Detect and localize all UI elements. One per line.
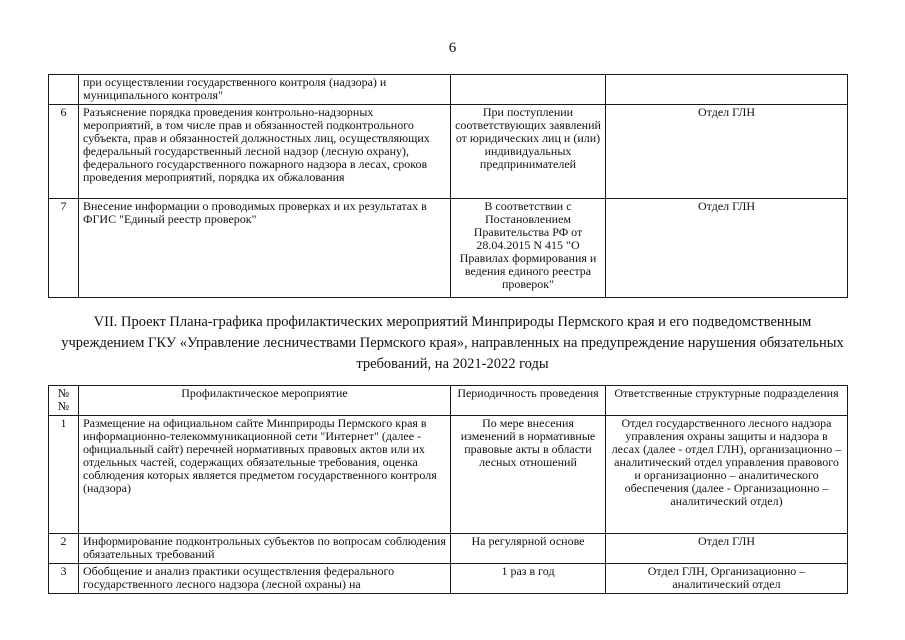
measure-cell: при осуществлении государственного контроля (надзора) и муниципального контроля" [79, 75, 451, 105]
period-cell: На регулярной основе [451, 534, 606, 564]
row-number: 6 [49, 105, 79, 199]
row-number: 7 [49, 199, 79, 298]
row-number [49, 75, 79, 105]
table-row [49, 105, 848, 199]
header-period: Периодичность проведения [451, 386, 606, 416]
row-number: 1 [49, 416, 79, 534]
responsible-cell: Отдел ГЛН, Организационно – аналитический отдел [606, 564, 848, 594]
table-row [49, 199, 848, 298]
row-number: 3 [49, 564, 79, 594]
page-number: 6 [448, 40, 457, 56]
period-cell: При поступлении соответствующих заявлений от юридических лиц и (или) индивидуальных предпринимателей [451, 105, 606, 199]
responsible-cell: Отдел ГЛН [606, 199, 848, 298]
table-row [49, 416, 848, 534]
table-row [49, 564, 848, 594]
prevention-plan-table [48, 385, 848, 594]
header-number: № № [49, 386, 79, 416]
section-title: VII. Проект Плана-графика профилактических мероприятий Минприроды Пермского края и его подведомственным учреждением ГКУ «Управление лесничествами Пермского края», направленных на предупреждение нарушения обязательных требований, на 2021-2022 годы [61, 314, 844, 372]
row-number: 2 [49, 534, 79, 564]
header-measure: Профилактическое мероприятие [79, 386, 451, 416]
responsible-cell: Отдел ГЛН [606, 534, 848, 564]
table-header-row [49, 386, 848, 416]
header-responsible: Ответственные структурные подразделения [606, 386, 848, 416]
table-row [49, 75, 848, 105]
period-cell [451, 75, 606, 105]
responsible-cell: Отдел государственного лесного надзора управления охраны защиты и надзора в лесах (далее - отдел ГЛН), организационно – аналитический отдел управления правового и организационно – аналитического обеспечения (далее - Организационно – аналитический отдел) [606, 416, 848, 534]
responsible-cell: Отдел ГЛН [606, 105, 848, 199]
period-cell: 1 раз в год [451, 564, 606, 594]
measure-cell: Разъяснение порядка проведения контрольно-надзорных мероприятий, в том числе прав и обязанностей подконтрольного субъекта, прав и обязанностей должностных лиц, осуществляющих федеральный государственный лесной надзор (лесную охрану), федерального государственного пожарного надзора в лесах, сроков проведения мероприятий, порядка их обжалования [79, 105, 451, 199]
table-row [49, 534, 848, 564]
measure-cell: Внесение информации о проводимых проверках и их результатах в ФГИС "Единый реестр проверок" [79, 199, 451, 298]
measure-cell: Размещение на официальном сайте Минприроды Пермского края в информационно-телекоммуникационной сети "Интернет" (далее - официальный сайт) перечней нормативных правовых актов или их отдельных частей, содержащих обязательные требования, оценка соблюдения которых является предметом государственного контроля (надзора) [79, 416, 451, 534]
measure-cell: Обобщение и анализ практики осуществления федерального государственного лесного надзора (лесной охраны) на [79, 564, 451, 594]
period-cell: В соответствии с Постановлением Правительства РФ от 28.04.2015 N 415 "О Правилах формирования и ведения единого реестра проверок" [451, 199, 606, 298]
period-cell: По мере внесения изменений в нормативные правовые акты в области лесных отношений [451, 416, 606, 534]
activities-table-continued [48, 74, 848, 298]
responsible-cell [606, 75, 848, 105]
measure-cell: Информирование подконтрольных субъектов по вопросам соблюдения обязательных требований [79, 534, 451, 564]
